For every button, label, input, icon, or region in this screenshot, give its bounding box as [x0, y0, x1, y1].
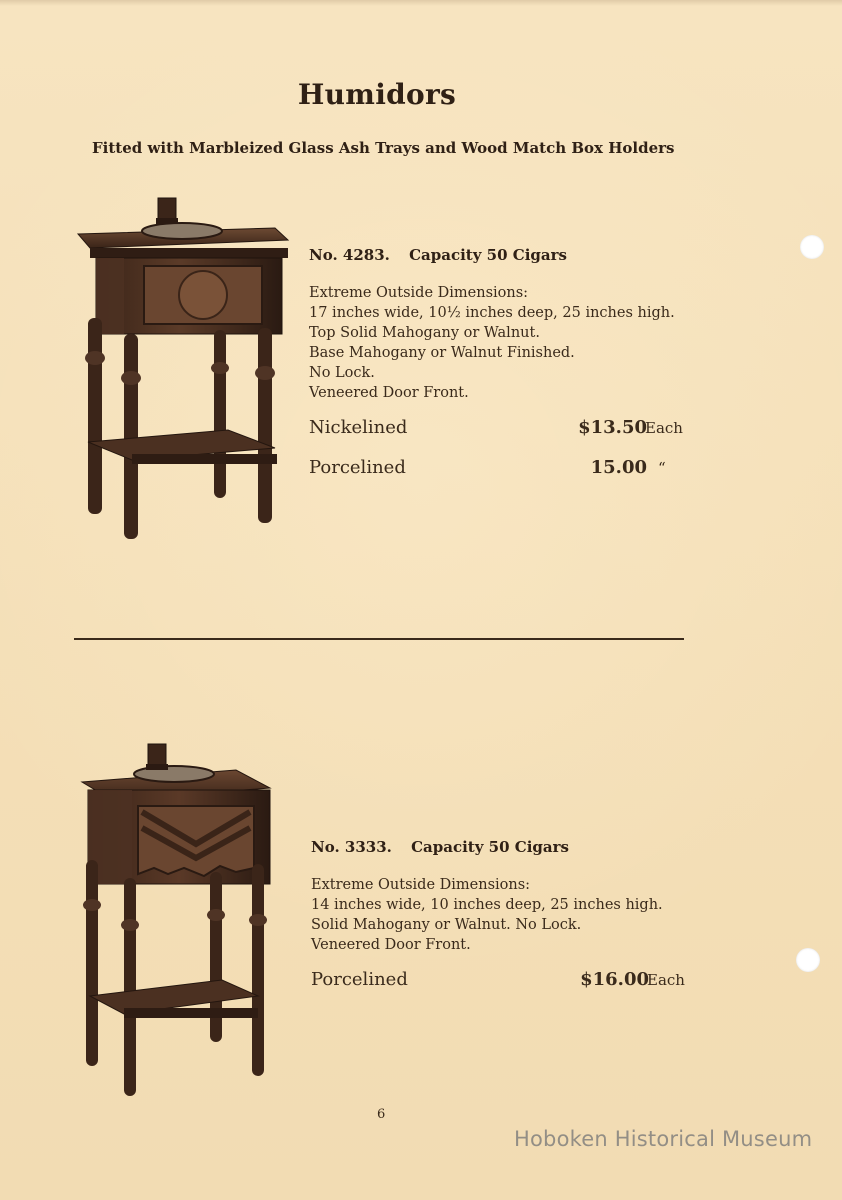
price-label: Porcelined [309, 457, 406, 478]
product-number: No. 3333. [311, 838, 392, 856]
paper-edge [0, 0, 842, 6]
humidor-3333-illustration [72, 740, 280, 1100]
price-label: Porcelined [311, 969, 408, 990]
spec-line: Veneered Door Front. [311, 937, 471, 953]
spec-line: Top Solid Mahogany or Walnut. [309, 325, 540, 341]
spec-line: Base Mahogany or Walnut Finished. [309, 345, 575, 361]
spec-line: Solid Mahogany or Walnut. No Lock. [311, 917, 582, 933]
price-unit: “ [658, 459, 666, 477]
price-unit: Each [647, 971, 685, 989]
product-capacity: Capacity 50 Cigars [409, 246, 567, 264]
product-capacity: Capacity 50 Cigars [411, 838, 569, 856]
price-label: Nickelined [309, 417, 408, 438]
museum-watermark: Hoboken Historical Museum [514, 1127, 813, 1151]
product-specs [309, 283, 675, 403]
page-number: 6 [377, 1107, 386, 1122]
binder-hole-icon [800, 235, 824, 259]
product-specs [311, 875, 663, 955]
spec-line: 17 inches wide, 10½ inches deep, 25 inches high. [309, 305, 675, 321]
price-amount: $16.00 [580, 969, 649, 990]
spec-line: 14 inches wide, 10 inches deep, 25 inches high. [311, 897, 663, 913]
price-amount: $13.50 [578, 417, 647, 438]
price-row [309, 457, 689, 483]
spec-line: Extreme Outside Dimensions: [309, 285, 529, 301]
page-subtitle: Fitted with Marbleized Glass Ash Trays and Wood Match Box Holders [92, 139, 675, 157]
page-title: Humidors [297, 78, 457, 111]
price-amount: 15.00 [590, 457, 647, 478]
binder-hole-icon [796, 948, 820, 972]
humidor-4283-illustration [70, 188, 295, 546]
price-row [311, 969, 691, 995]
product-number: No. 4283. [309, 246, 390, 264]
spec-line: No Lock. [309, 365, 375, 381]
spec-line: Extreme Outside Dimensions: [311, 877, 531, 893]
price-row [309, 417, 689, 443]
price-unit: Each [645, 419, 683, 437]
section-divider [74, 638, 684, 640]
spec-line: Veneered Door Front. [309, 385, 469, 401]
product-heading [309, 246, 567, 264]
product-heading [311, 838, 569, 856]
